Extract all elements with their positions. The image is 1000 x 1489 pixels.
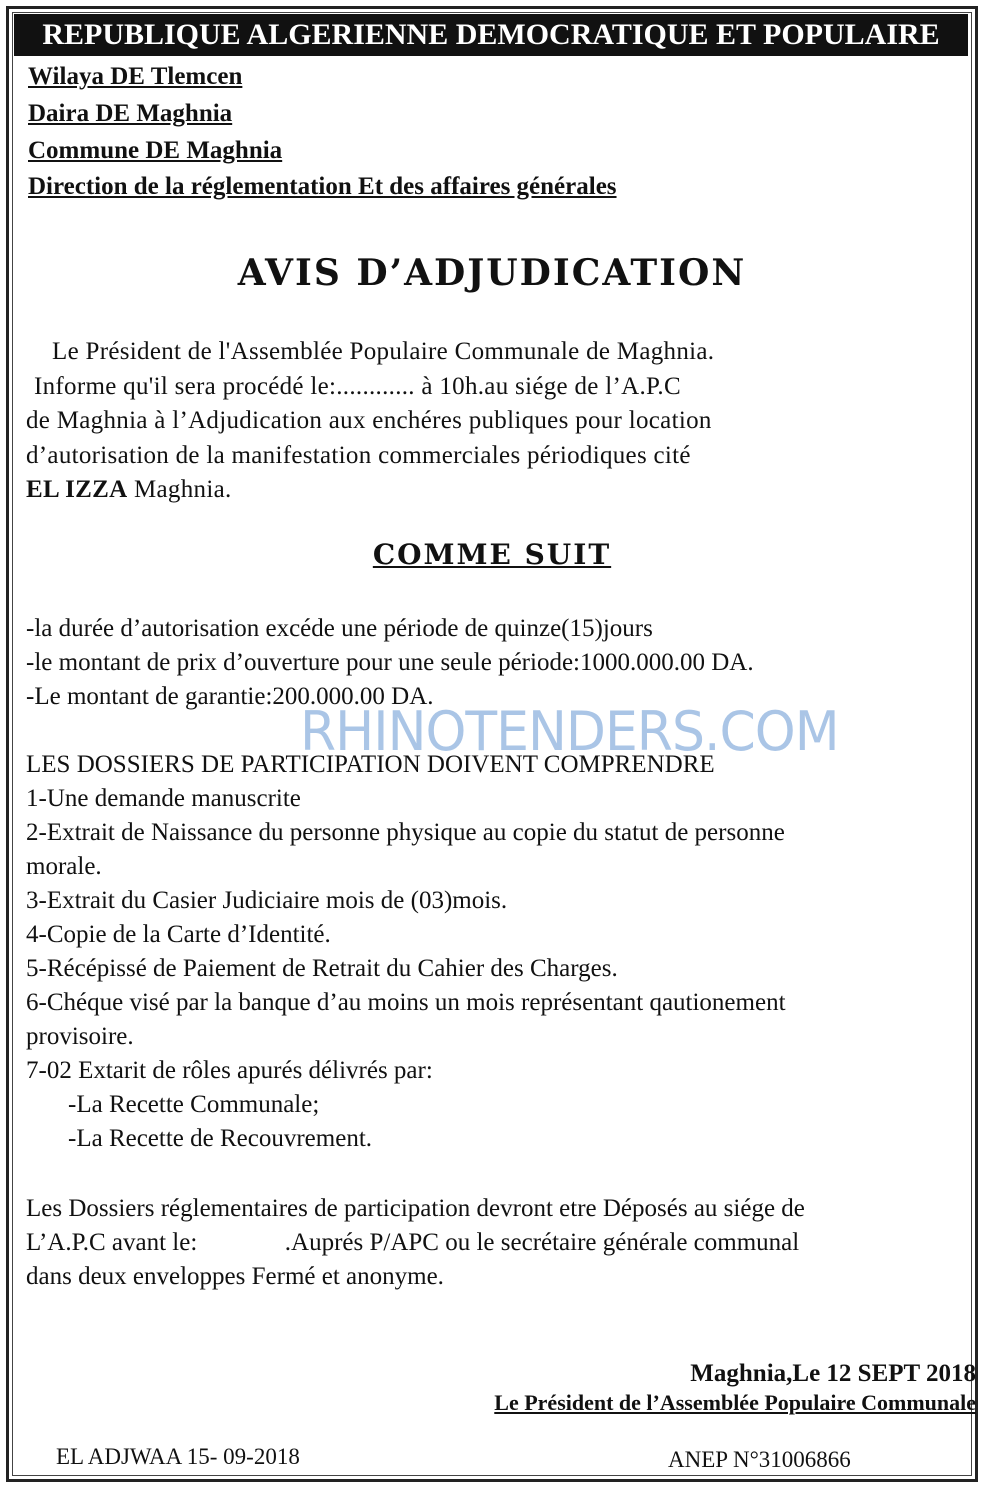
closing-line: dans deux enveloppes Fermé et anonyme. (26, 1263, 444, 1290)
footer-newspaper: EL ADJWAA 15- 09-2018 (56, 1444, 300, 1469)
intro-line: Informe qu'il sera procédé le:............ à 10h.au siége de l’A.P.C (34, 372, 681, 400)
dossier-item: 3-Extrait du Casier Judiciaire mois de (03)mois. (26, 887, 508, 914)
signature-president: Le Président de l’Assemblée Populaire Communale (494, 1390, 976, 1415)
dossier-item: 2-Extrait de Naissance du personne physique au copie du statut de personne (26, 819, 785, 846)
dossier-item: 1-Une demande manuscrite (26, 785, 301, 812)
dossier-item: 4-Copie de la Carte d’Identité. (26, 921, 331, 948)
dossier-item: morale. (26, 853, 102, 880)
closing-line: Les Dossiers réglementaires de participation devront etre Déposés au siége de (26, 1195, 805, 1222)
header-wilaya: Wilaya DE Tlemcen (28, 63, 243, 90)
footer-rule (890, 1480, 970, 1482)
closing-line: L’A.P.C avant le: .Auprés P/APC ou le secrétaire générale communal (26, 1229, 800, 1256)
header-commune: Commune DE Maghnia (28, 137, 283, 164)
notice-title: AVIS D’ADJUDICATION (237, 252, 747, 294)
dossier-subitem: -La Recette Communale; (68, 1091, 320, 1118)
footer-rule (348, 1480, 648, 1482)
intro-line (26, 473, 966, 508)
intro-location-rest: Maghnia. (127, 476, 232, 503)
section-subtitle (0, 538, 984, 571)
intro-line: d’autorisation de la manifestation commerciales périodiques cité (26, 441, 691, 469)
condition-item: -le montant de prix d’ouverture pour une seule période:1000.000.00 DA. (26, 649, 754, 676)
condition-item: -Le montant de garantie:200.000.00 DA. (26, 683, 434, 710)
header-direction: Direction de la réglementation Et des affaires générales (28, 173, 617, 200)
dossier-subitem: -La Recette de Recouvrement. (68, 1125, 373, 1152)
dossier-item: 7-02 Extarit de rôles apurés délivrés par: (26, 1057, 433, 1084)
republic-banner: REPUBLIQUE ALGERIENNE DEMOCRATIQUE ET POPULAIRE (14, 14, 968, 56)
condition-item: -la durée d’autorisation excéde une période de quinze(15)jours (26, 615, 653, 642)
closing-paragraph (26, 1192, 976, 1294)
intro-line: de Maghnia à l’Adjudication aux enchéres publiques pour location (26, 407, 712, 434)
watermark-text: RHINOTENDERS.COM (300, 700, 839, 764)
signature-place-date: Maghnia,Le 12 SEPT 2018 (690, 1360, 976, 1387)
header-daira: Daira DE Maghnia (28, 100, 233, 127)
subtitle-text: COMME SUIT (372, 538, 612, 571)
intro-line: Le Président de l'Assemblée Populaire Communale de Maghnia. (52, 338, 715, 365)
dossier-item: provisoire. (26, 1023, 134, 1050)
footer-anep: ANEP N°31006866 (668, 1447, 851, 1472)
dossiers-heading: LES DOSSIERS DE PARTICIPATION DOIVENT COMPRENDRE (26, 751, 715, 778)
dossier-item: 6-Chéque visé par la banque d’au moins un mois représentant qautionement (26, 989, 786, 1016)
conditions-list (26, 612, 976, 714)
dossiers-list (26, 748, 976, 1156)
dossier-item: 5-Récépissé de Paiement de Retrait du Cahier des Charges. (26, 955, 618, 982)
intro-location-bold: EL IZZA (26, 476, 128, 503)
intro-paragraph (26, 335, 966, 508)
